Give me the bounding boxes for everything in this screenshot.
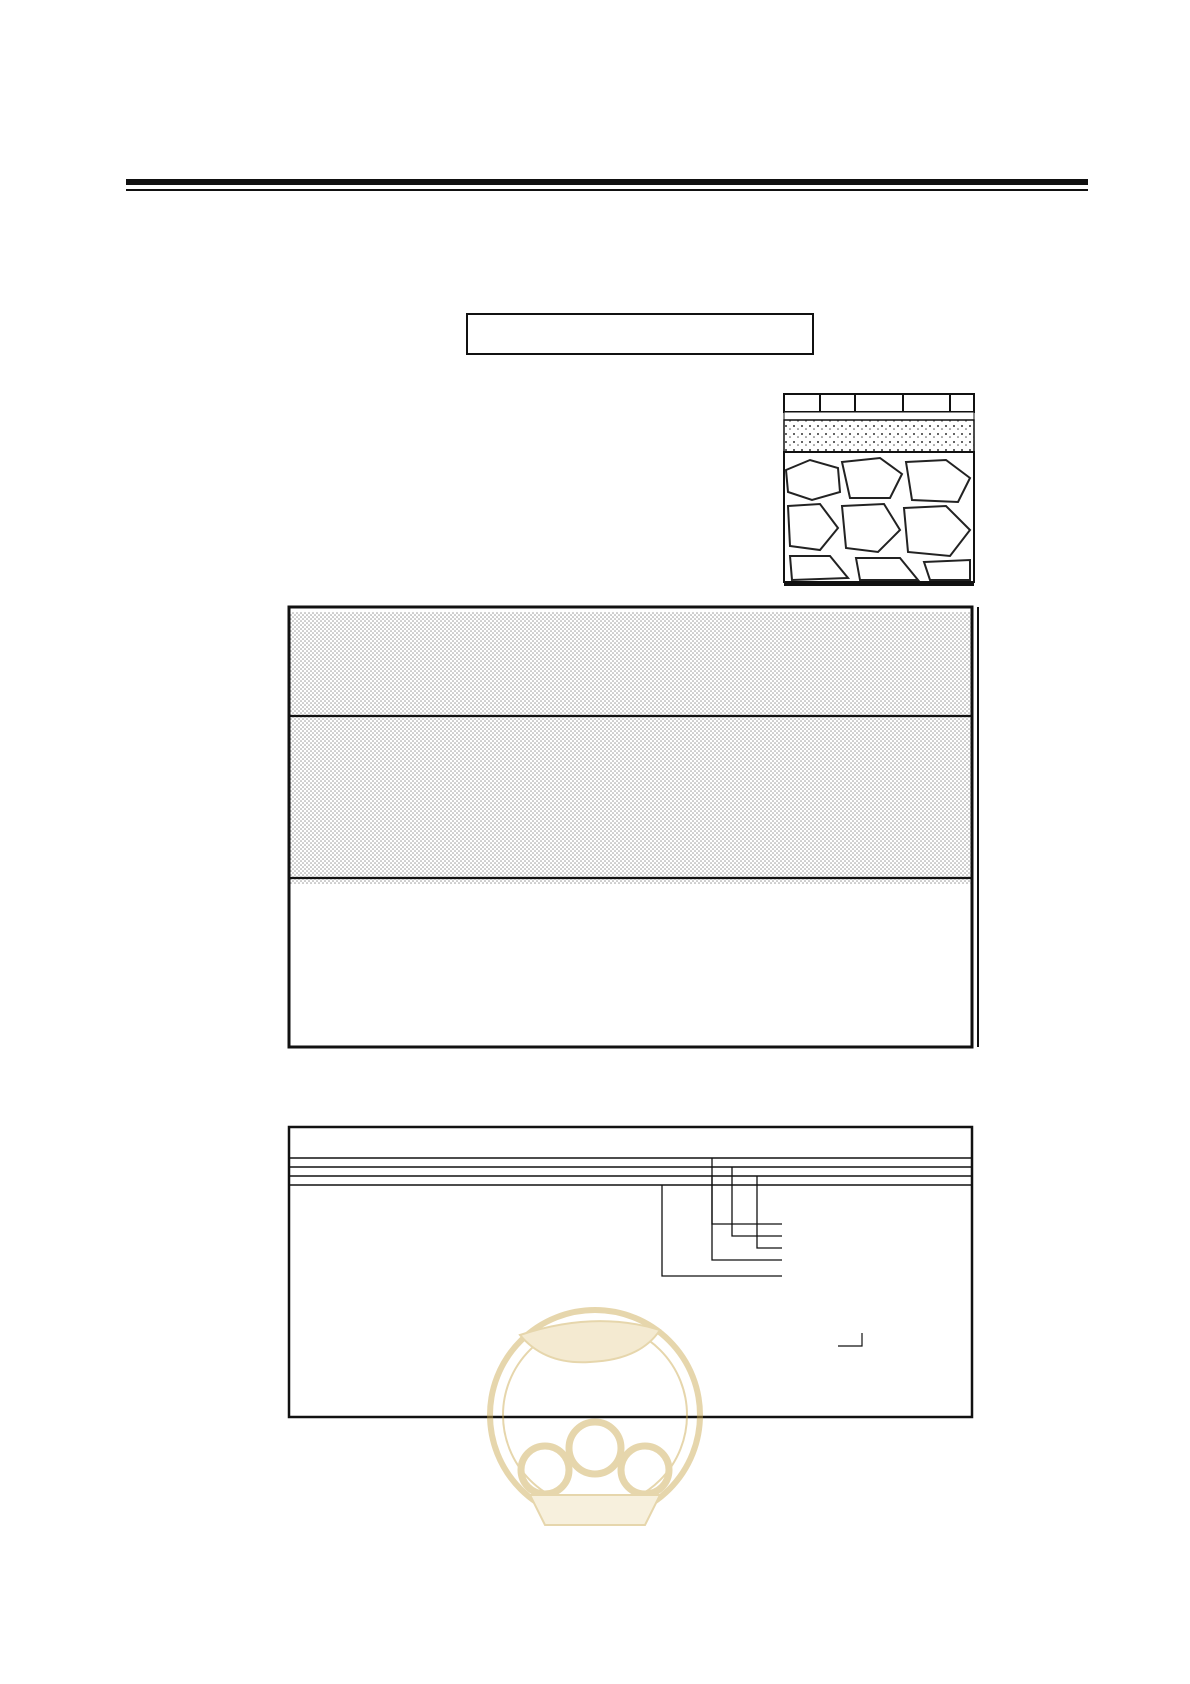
modulus-chart-frame bbox=[289, 1127, 972, 1417]
granular-label-bg bbox=[720, 1327, 870, 1343]
subbase-layer bbox=[784, 452, 974, 582]
strain-chart bbox=[289, 607, 978, 1047]
modulus-chart bbox=[289, 1127, 972, 1417]
sand-layer bbox=[784, 412, 974, 420]
shaded-region bbox=[289, 612, 972, 884]
lean-concrete-layer bbox=[784, 420, 974, 452]
blocks-layer bbox=[784, 394, 974, 412]
pavement-cross-section bbox=[784, 394, 974, 586]
subgrade-line bbox=[784, 582, 974, 586]
